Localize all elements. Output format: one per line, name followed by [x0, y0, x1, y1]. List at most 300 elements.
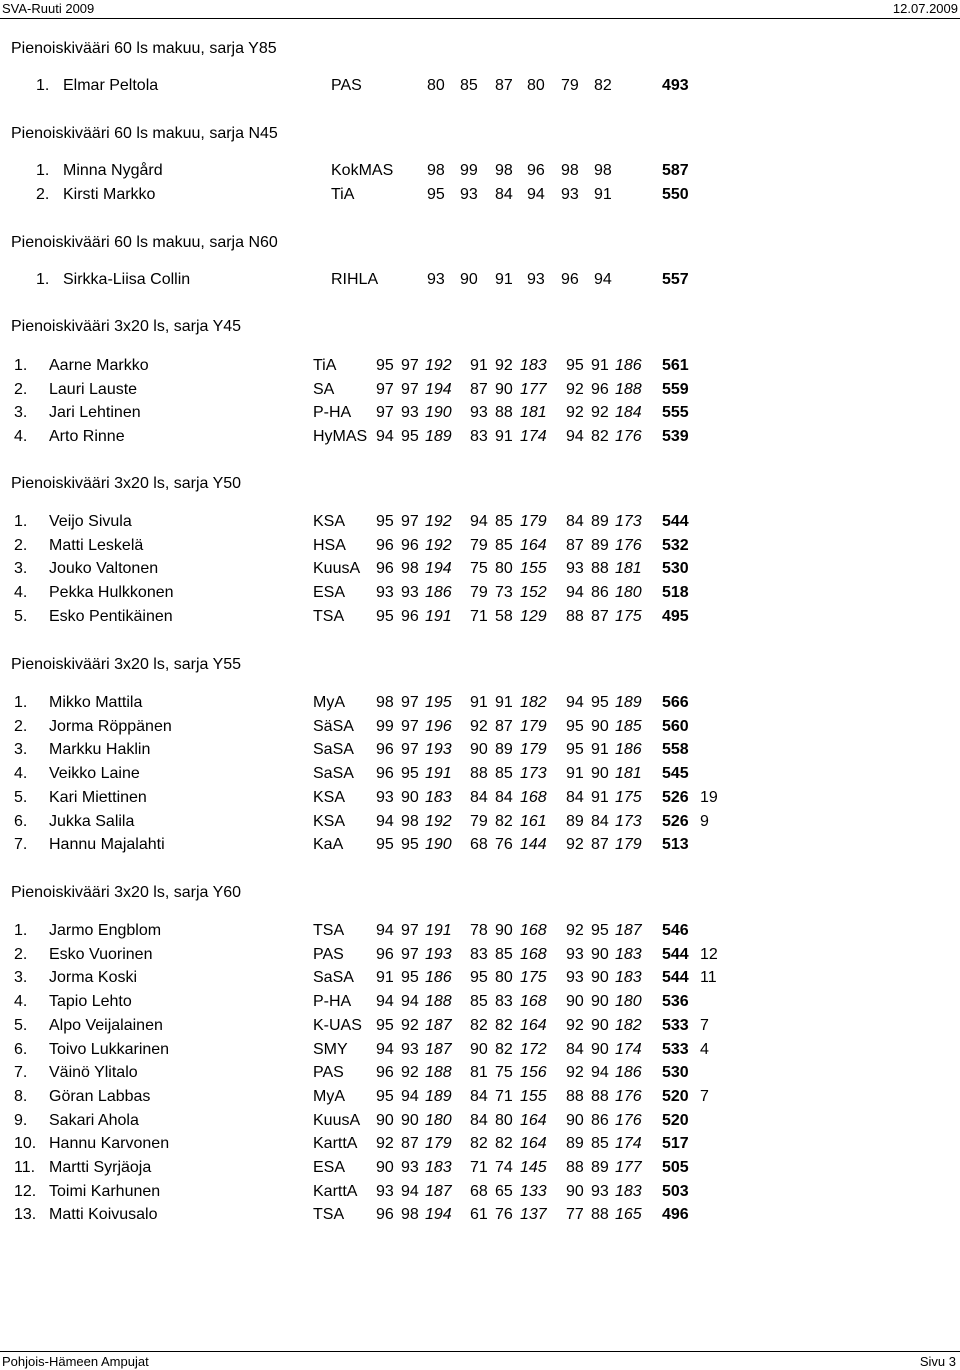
series-score: 90 — [495, 922, 513, 939]
series-score: 92 — [401, 1064, 419, 1082]
series-score: 95 — [566, 741, 584, 759]
result-row — [0, 77, 960, 99]
position-subtotal: 192 — [425, 536, 452, 554]
section-title: Pienoiskivääri 60 ls makuu, sarja Y85 — [11, 40, 277, 57]
series-score: 81 — [470, 1064, 488, 1082]
series-score: 91 — [591, 357, 609, 374]
series-score: 94 — [566, 694, 584, 711]
position-subtotal: 187 — [425, 1182, 452, 1200]
series-score: 96 — [376, 945, 394, 963]
series-score: 94 — [527, 185, 545, 203]
series-score: 98 — [401, 560, 419, 578]
position-subtotal: 175 — [520, 969, 547, 987]
shooter-name: Sakari Ahola — [49, 1111, 139, 1129]
shooter-name: Jari Lehtinen — [49, 404, 141, 422]
series-score: 95 — [566, 357, 584, 374]
placement: 6. — [14, 1040, 28, 1058]
result-row — [0, 404, 960, 426]
series-score: 91 — [470, 357, 488, 374]
club: TSA — [313, 922, 345, 939]
placement: 12. — [14, 1182, 37, 1200]
position-subtotal: 133 — [520, 1182, 547, 1200]
placement: 6. — [14, 812, 28, 830]
series-score: 85 — [591, 1135, 609, 1153]
club: KSA — [313, 812, 346, 830]
series-score: 82 — [495, 1135, 513, 1153]
series-score: 80 — [527, 77, 545, 94]
series-score: 90 — [470, 741, 488, 759]
series-score: 91 — [591, 788, 609, 806]
placement: 3. — [14, 969, 28, 987]
total-score: 559 — [662, 380, 689, 398]
series-score: 90 — [591, 1016, 609, 1034]
series-score: 98 — [376, 694, 394, 711]
club: P-HA — [313, 993, 352, 1011]
footer-organizer: Pohjois-Hämeen Ampujat — [2, 1354, 149, 1369]
tiebreak-inner-tens: 4 — [700, 1040, 709, 1058]
total-score: 532 — [662, 536, 689, 554]
position-subtotal: 180 — [425, 1111, 452, 1129]
result-row — [0, 765, 960, 787]
result-row — [0, 1041, 960, 1063]
position-subtotal: 174 — [520, 428, 547, 446]
header-event-name: SVA-Ruuti 2009 — [2, 1, 95, 16]
position-subtotal: 183 — [615, 945, 642, 963]
series-score: 93 — [566, 969, 584, 987]
club: RIHLA — [331, 271, 379, 288]
series-score: 94 — [591, 1064, 609, 1082]
series-score: 96 — [376, 741, 394, 759]
position-subtotal: 183 — [615, 969, 642, 987]
position-subtotal: 192 — [425, 357, 452, 374]
position-subtotal: 185 — [615, 717, 642, 735]
series-score: 92 — [566, 404, 584, 422]
position-subtotal: 181 — [520, 404, 547, 422]
series-score: 95 — [427, 185, 445, 203]
club: TSA — [313, 1206, 345, 1224]
shooter-name: Minna Nygård — [63, 162, 163, 179]
result-row — [0, 922, 960, 944]
shooter-name: Hannu Karvonen — [49, 1135, 170, 1153]
series-score: 95 — [376, 607, 394, 625]
total-score: 566 — [662, 694, 689, 711]
total-score: 496 — [662, 1206, 689, 1224]
series-score: 93 — [401, 1040, 419, 1058]
placement: 5. — [14, 788, 28, 806]
series-score: 97 — [401, 717, 419, 735]
club: SMY — [313, 1040, 348, 1058]
placement: 5. — [14, 607, 28, 625]
shooter-name: Kirsti Markko — [63, 185, 156, 203]
placement: 3. — [14, 560, 28, 578]
series-score: 65 — [495, 1182, 513, 1200]
club: KuusA — [313, 1111, 361, 1129]
series-score: 90 — [376, 1111, 394, 1129]
placement: 13. — [14, 1206, 37, 1224]
series-score: 80 — [495, 560, 513, 578]
series-score: 97 — [376, 404, 394, 422]
club: SA — [313, 380, 335, 398]
club: KuusA — [313, 560, 361, 578]
section-title: Pienoiskivääri 3x20 ls, sarja Y60 — [11, 884, 242, 901]
placement: 2. — [14, 536, 28, 554]
tiebreak-inner-tens: 19 — [700, 788, 718, 806]
result-row — [0, 1064, 960, 1086]
series-score: 85 — [495, 945, 513, 963]
series-score: 96 — [561, 271, 579, 288]
series-score: 96 — [376, 560, 394, 578]
series-score: 95 — [376, 357, 394, 374]
position-subtotal: 145 — [520, 1159, 547, 1176]
series-score: 82 — [495, 1016, 513, 1034]
shooter-name: Väinö Ylitalo — [49, 1064, 138, 1082]
placement: 1. — [36, 271, 50, 288]
series-score: 95 — [376, 836, 394, 854]
position-subtotal: 155 — [520, 560, 547, 578]
position-subtotal: 194 — [425, 380, 452, 398]
position-subtotal: 174 — [615, 1040, 642, 1058]
series-score: 94 — [376, 1040, 394, 1058]
series-score: 92 — [566, 836, 584, 854]
club: PAS — [331, 77, 362, 94]
series-score: 95 — [401, 765, 419, 783]
shooter-name: Markku Haklin — [49, 741, 151, 759]
shooter-name: Jorma Röppänen — [49, 717, 172, 735]
series-score: 84 — [566, 513, 584, 530]
series-score: 93 — [376, 584, 394, 602]
result-row — [0, 1135, 960, 1157]
placement: 10. — [14, 1135, 37, 1153]
series-score: 89 — [495, 741, 513, 759]
total-score: 530 — [662, 560, 689, 578]
series-score: 90 — [401, 788, 419, 806]
shooter-name: Jouko Valtonen — [49, 560, 159, 578]
series-score: 93 — [527, 271, 545, 288]
series-score: 91 — [594, 185, 612, 203]
series-score: 80 — [427, 77, 445, 94]
series-score: 90 — [591, 1040, 609, 1058]
series-score: 85 — [495, 513, 513, 530]
series-score: 82 — [495, 812, 513, 830]
result-row — [0, 1183, 960, 1205]
series-score: 84 — [495, 788, 513, 806]
series-score: 93 — [591, 1182, 609, 1200]
series-score: 96 — [376, 1064, 394, 1082]
result-row — [0, 789, 960, 811]
series-score: 96 — [401, 536, 419, 554]
shooter-name: Alpo Veijalainen — [49, 1016, 163, 1034]
series-score: 79 — [561, 77, 579, 94]
position-subtotal: 168 — [520, 945, 547, 963]
result-row — [0, 428, 960, 450]
placement: 7. — [14, 836, 28, 854]
result-row — [0, 271, 960, 293]
shooter-name: Lauri Lauste — [49, 380, 138, 398]
result-row — [0, 381, 960, 403]
total-score: 520 — [662, 1087, 689, 1105]
total-score: 526 — [662, 812, 689, 830]
series-score: 84 — [470, 788, 488, 806]
position-subtotal: 179 — [615, 836, 642, 854]
series-score: 95 — [401, 969, 419, 987]
series-score: 58 — [495, 607, 513, 625]
tiebreak-inner-tens: 7 — [700, 1087, 709, 1105]
position-subtotal: 175 — [615, 607, 642, 625]
position-subtotal: 196 — [425, 717, 452, 735]
series-score: 75 — [495, 1064, 513, 1082]
club: PAS — [313, 945, 344, 963]
series-score: 97 — [376, 380, 394, 398]
series-score: 89 — [591, 513, 609, 530]
series-score: 94 — [401, 1087, 419, 1105]
club: TiA — [331, 185, 355, 203]
position-subtotal: 180 — [615, 993, 642, 1011]
position-subtotal: 155 — [520, 1087, 547, 1105]
position-subtotal: 189 — [615, 694, 642, 711]
result-row — [0, 694, 960, 716]
position-subtotal: 180 — [615, 584, 642, 602]
series-score: 93 — [376, 1182, 394, 1200]
position-subtotal: 173 — [520, 765, 547, 783]
position-subtotal: 186 — [615, 1064, 642, 1082]
series-score: 93 — [566, 945, 584, 963]
series-score: 91 — [495, 694, 513, 711]
position-subtotal: 191 — [425, 765, 452, 783]
series-score: 68 — [470, 836, 488, 854]
total-score: 550 — [662, 185, 689, 203]
position-subtotal: 186 — [615, 357, 642, 374]
club: KarttA — [313, 1135, 358, 1153]
series-score: 90 — [495, 380, 513, 398]
series-score: 90 — [566, 1182, 584, 1200]
club: ESA — [313, 1159, 346, 1176]
tiebreak-inner-tens: 7 — [700, 1016, 709, 1034]
total-score: 495 — [662, 607, 689, 625]
club: SäSA — [313, 717, 354, 735]
series-score: 82 — [470, 1135, 488, 1153]
position-subtotal: 173 — [615, 513, 642, 530]
series-score: 76 — [495, 836, 513, 854]
series-score: 99 — [376, 717, 394, 735]
result-row — [0, 357, 960, 379]
shooter-name: Sirkka-Liisa Collin — [63, 271, 191, 288]
placement: 4. — [14, 584, 28, 602]
page-footer — [0, 1351, 960, 1370]
series-score: 88 — [591, 1087, 609, 1105]
series-score: 71 — [470, 1159, 488, 1176]
series-score: 87 — [591, 836, 609, 854]
position-subtotal: 190 — [425, 836, 452, 854]
total-score: 557 — [662, 271, 689, 288]
shooter-name: Matti Leskelä — [49, 536, 144, 554]
series-score: 98 — [401, 1206, 419, 1224]
series-score: 94 — [594, 271, 612, 288]
series-score: 99 — [460, 162, 478, 179]
position-subtotal: 191 — [425, 922, 452, 939]
series-score: 84 — [495, 185, 513, 203]
club: SaSA — [313, 765, 354, 783]
result-row — [0, 946, 960, 968]
position-subtotal: 168 — [520, 788, 547, 806]
club: KSA — [313, 788, 346, 806]
series-score: 94 — [470, 513, 488, 530]
placement: 2. — [36, 185, 50, 203]
placement: 1. — [14, 694, 28, 711]
series-score: 96 — [591, 380, 609, 398]
position-subtotal: 184 — [615, 404, 642, 422]
placement: 7. — [14, 1064, 28, 1082]
result-row — [0, 608, 960, 630]
result-row — [0, 1088, 960, 1110]
result-row — [0, 836, 960, 858]
series-score: 83 — [470, 428, 488, 446]
series-score: 95 — [376, 1087, 394, 1105]
total-score: 555 — [662, 404, 689, 422]
position-subtotal: 176 — [615, 1087, 642, 1105]
placement: 5. — [14, 1016, 28, 1034]
total-score: 526 — [662, 788, 689, 806]
club: KaA — [313, 836, 344, 854]
placement: 2. — [14, 380, 28, 398]
result-row — [0, 584, 960, 606]
total-score: 544 — [662, 945, 689, 963]
result-row — [0, 1159, 960, 1181]
series-score: 78 — [470, 922, 488, 939]
header-date: 12.07.2009 — [892, 1, 958, 16]
result-row — [0, 1112, 960, 1134]
club: MyA — [313, 694, 345, 711]
position-subtotal: 183 — [615, 1182, 642, 1200]
series-score: 88 — [566, 1159, 584, 1176]
shooter-name: Veikko Laine — [49, 765, 140, 783]
total-score: 530 — [662, 1064, 689, 1082]
series-score: 90 — [591, 765, 609, 783]
placement: 1. — [14, 513, 28, 530]
club: MyA — [313, 1087, 345, 1105]
series-score: 92 — [470, 717, 488, 735]
total-score: 545 — [662, 765, 689, 783]
series-score: 94 — [376, 922, 394, 939]
series-score: 77 — [566, 1206, 584, 1224]
position-subtotal: 182 — [615, 1016, 642, 1034]
position-subtotal: 168 — [520, 993, 547, 1011]
series-score: 89 — [566, 812, 584, 830]
position-subtotal: 176 — [615, 536, 642, 554]
total-score: 517 — [662, 1135, 689, 1153]
position-subtotal: 176 — [615, 428, 642, 446]
position-subtotal: 168 — [520, 922, 547, 939]
club: KarttA — [313, 1182, 358, 1200]
position-subtotal: 182 — [520, 694, 547, 711]
position-subtotal: 195 — [425, 694, 452, 711]
result-row — [0, 1206, 960, 1228]
shooter-name: Elmar Peltola — [63, 77, 159, 94]
result-row — [0, 718, 960, 740]
position-subtotal: 164 — [520, 1016, 547, 1034]
series-score: 88 — [591, 560, 609, 578]
series-score: 92 — [566, 380, 584, 398]
series-score: 98 — [427, 162, 445, 179]
total-score: 587 — [662, 162, 689, 179]
series-score: 93 — [470, 404, 488, 422]
shooter-name: Matti Koivusalo — [49, 1206, 158, 1224]
series-score: 94 — [566, 428, 584, 446]
position-subtotal: 189 — [425, 1087, 452, 1105]
series-score: 92 — [566, 922, 584, 939]
series-score: 87 — [495, 717, 513, 735]
result-row — [0, 993, 960, 1015]
series-score: 84 — [470, 1111, 488, 1129]
placement: 11. — [14, 1159, 36, 1176]
club: KSA — [313, 513, 346, 530]
series-score: 95 — [401, 836, 419, 854]
series-score: 93 — [566, 560, 584, 578]
series-score: 95 — [401, 428, 419, 446]
position-subtotal: 177 — [520, 380, 547, 398]
series-score: 87 — [495, 77, 513, 94]
section-title: Pienoiskivääri 3x20 ls, sarja Y45 — [11, 318, 242, 335]
series-score: 79 — [470, 536, 488, 554]
total-score: 544 — [662, 969, 689, 987]
position-subtotal: 188 — [615, 380, 642, 398]
series-score: 83 — [495, 993, 513, 1011]
shooter-name: Kari Miettinen — [49, 788, 147, 806]
position-subtotal: 194 — [425, 1206, 452, 1224]
series-score: 84 — [566, 1040, 584, 1058]
series-score: 92 — [376, 1135, 394, 1153]
result-row — [0, 537, 960, 559]
shooter-name: Veijo Sivula — [49, 513, 132, 530]
series-score: 98 — [401, 812, 419, 830]
series-score: 75 — [470, 560, 488, 578]
series-score: 97 — [401, 513, 419, 530]
series-score: 96 — [401, 607, 419, 625]
series-score: 92 — [495, 357, 513, 374]
series-score: 82 — [470, 1016, 488, 1034]
series-score: 82 — [594, 77, 612, 94]
total-score: 546 — [662, 922, 689, 939]
position-subtotal: 179 — [520, 717, 547, 735]
series-score: 88 — [591, 1206, 609, 1224]
placement: 1. — [14, 922, 28, 939]
total-score: 560 — [662, 717, 689, 735]
series-score: 80 — [495, 969, 513, 987]
series-score: 87 — [566, 536, 584, 554]
series-score: 87 — [401, 1135, 419, 1153]
placement: 1. — [36, 162, 50, 179]
series-score: 61 — [470, 1206, 488, 1224]
position-subtotal: 174 — [615, 1135, 642, 1153]
series-score: 88 — [566, 1087, 584, 1105]
result-row — [0, 560, 960, 582]
series-score: 92 — [566, 1016, 584, 1034]
shooter-name: Tapio Lehto — [49, 993, 132, 1011]
section-title: Pienoiskivääri 3x20 ls, sarja Y55 — [11, 656, 242, 673]
section-title: Pienoiskivääri 60 ls makuu, sarja N60 — [11, 234, 278, 251]
series-score: 86 — [591, 1111, 609, 1129]
club: SaSA — [313, 741, 354, 759]
position-subtotal: 193 — [425, 741, 452, 759]
total-score: 533 — [662, 1040, 689, 1058]
position-subtotal: 189 — [425, 428, 452, 446]
series-score: 98 — [561, 162, 579, 179]
series-score: 93 — [401, 584, 419, 602]
series-score: 74 — [495, 1159, 513, 1176]
position-subtotal: 175 — [615, 788, 642, 806]
series-score: 85 — [495, 536, 513, 554]
series-score: 96 — [376, 536, 394, 554]
position-subtotal: 181 — [615, 765, 642, 783]
